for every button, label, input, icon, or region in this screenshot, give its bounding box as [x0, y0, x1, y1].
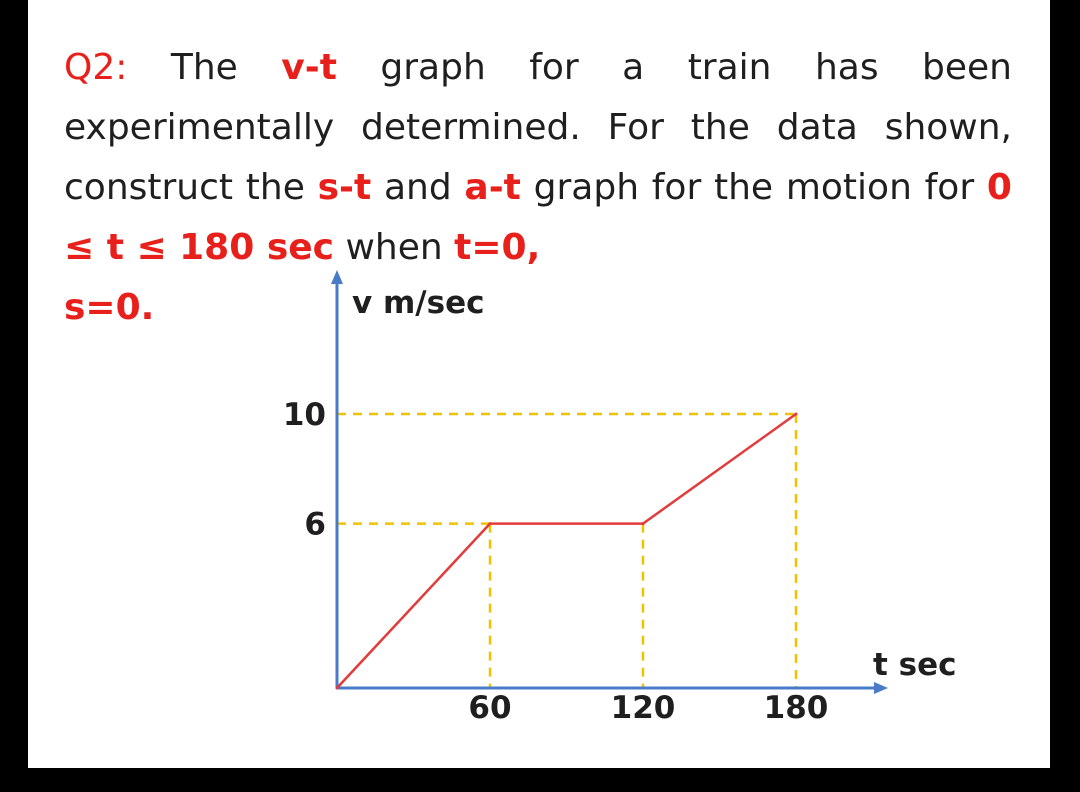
question-when: when — [345, 227, 443, 268]
question-and: and — [383, 167, 452, 208]
vt-point-0 — [336, 687, 339, 690]
at-term: a-t — [464, 167, 521, 208]
question-word: The — [170, 47, 238, 88]
x-axis-arrow — [874, 682, 888, 694]
time-range: 0 ≤ t ≤ 180 sec — [64, 167, 1012, 268]
x-tick-label-180: 180 — [763, 690, 829, 726]
vt-point-180 — [795, 413, 798, 416]
question-body: graph for a train has been experimentally determined. For the data shown, construct the — [64, 47, 1012, 208]
x-axis-label: t sec — [873, 647, 957, 683]
vt-segment-3 — [643, 414, 796, 524]
y-axis-arrow — [331, 270, 343, 284]
x-tick-label-120: 120 — [610, 690, 676, 726]
vt-segment-1 — [337, 524, 490, 688]
y-axis-label: v m/sec — [352, 285, 485, 321]
x-tick-label-60: 60 — [468, 690, 512, 726]
question-number: Q2: — [64, 47, 128, 88]
y-tick-label-10: 10 — [282, 397, 326, 433]
vt-point-120 — [642, 522, 645, 525]
initial-position: s=0. — [64, 287, 155, 328]
question-motion: graph for the motion for — [533, 167, 975, 208]
initial-time: t=0, — [454, 227, 541, 268]
y-tick-label-6: 6 — [304, 506, 326, 543]
vt-point-60 — [489, 522, 492, 525]
st-term: s-t — [317, 167, 372, 208]
vt-term: v-t — [281, 47, 337, 88]
